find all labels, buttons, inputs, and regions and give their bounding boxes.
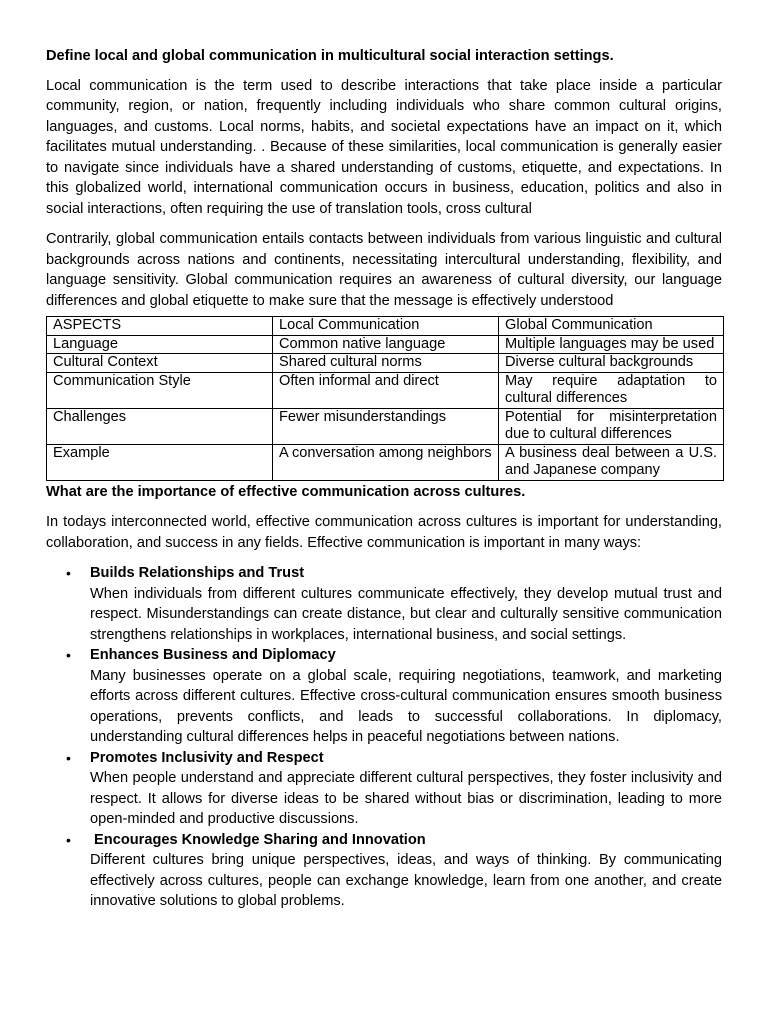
paragraph-local-communication: Local communication is the term used to describe interactions that take place inside a particular community, region, or nation, frequently including individuals who share common cultural origins, languages, and customs. Local norms, habits, and societal expectations have an impact on it, which facilitates mutual understanding. . Because of these similarities, local communication is generally easier to navigate since individuals have a shared understanding of customs, etiquette, and expectations. In this globalized world, international communication occurs in business, education, politics and also in social interactions, often requiring the use of translation tools, cross cultural: [46, 77, 722, 217]
bullet-icon: •: [66, 647, 71, 663]
list-item: [46, 830, 722, 912]
table-header-cell: Local Communication: [273, 317, 499, 336]
list-item-title: Builds Relationships and Trust: [90, 565, 305, 581]
table-cell: May require adaptation to cultural differences: [499, 372, 724, 408]
list-item: [46, 645, 722, 748]
list-item-title: Enhances Business and Diplomacy: [90, 647, 336, 663]
table-cell: Communication Style: [47, 372, 273, 408]
table-cell: Diverse cultural backgrounds: [499, 354, 724, 373]
list-item-body: When individuals from different cultures communicate effectively, they develop mutual trust and respect. Misunderstandings can create distance, but clear and culturally sensitive communication strengthens relationships in workplaces, international business, and social settings.: [90, 585, 722, 643]
importance-list: [46, 563, 722, 912]
list-item-title: Promotes Inclusivity and Respect: [90, 749, 324, 766]
list-item: [46, 563, 722, 645]
table-cell: A conversation among neighbors: [273, 444, 499, 480]
bullet-icon: •: [66, 831, 71, 848]
table-row: [47, 408, 724, 444]
table-cell: Multiple languages may be used: [499, 335, 724, 354]
list-item: [46, 748, 722, 830]
comparison-table: [46, 316, 724, 481]
list-item-title: Encourages Knowledge Sharing and Innovation: [90, 831, 426, 848]
table-header-cell: ASPECTS: [47, 317, 273, 336]
table-cell: Shared cultural norms: [273, 354, 499, 373]
paragraph-global-communication: Contrarily, global communication entails contacts between individuals from various linguistic and cultural backgrounds across nations and continents, necessitating intercultural understanding, flexibility, and language sensitivity. Global communication requires an awareness of cultural diversity, our language differences and global etiquette to make sure that the message is effectively understood: [46, 231, 722, 309]
table-cell: Challenges: [47, 408, 273, 444]
table-row: [47, 444, 724, 480]
bullet-icon: •: [66, 565, 71, 581]
table-row: [47, 372, 724, 408]
table-row: [47, 335, 724, 354]
table-cell: Language: [47, 335, 273, 354]
table-cell: Common native language: [273, 335, 499, 354]
table-cell: Often informal and direct: [273, 372, 499, 408]
table-cell: Fewer misunderstandings: [273, 408, 499, 444]
table-header-cell: Global Communication: [499, 317, 724, 336]
table-header-row: [47, 317, 724, 336]
paragraph-importance-intro: In todays interconnected world, effective communication across cultures is important for understanding, collaboration, and success in any fields. Effective communication is important in many ways:: [46, 514, 722, 551]
list-item-body: Different cultures bring unique perspectives, ideas, and ways of thinking. By communicating effectively across cultures, people can exchange knowledge, learn from one another, and create innovative solutions to global problems.: [90, 852, 722, 909]
table-cell: Cultural Context: [47, 354, 273, 373]
table-cell: Example: [47, 444, 273, 480]
section-heading-importance: What are the importance of effective communication across cultures.: [46, 483, 526, 500]
table-cell: A business deal between a U.S. and Japanese company: [499, 444, 724, 480]
section-heading-definitions: Define local and global communication in multicultural social interaction settings.: [46, 48, 614, 64]
list-item-body: Many businesses operate on a global scale, requiring negotiations, teamwork, and marketing efforts across different cultures. Effective cross-cultural communication ensures smooth business operations, prevents conflicts, and leads to successful collaborations. In diplomacy, understanding cultural differences helps in peaceful negotiations between nations.: [90, 667, 722, 745]
list-item-body: When people understand and appreciate different cultural perspectives, they foster inclusivity and respect. It allows for diverse ideas to be shared without bias or discrimination, leading to more open-minded and productive discussions.: [90, 770, 722, 827]
bullet-icon: •: [66, 749, 71, 766]
table-row: [47, 354, 724, 373]
table-cell: Potential for misinterpretation due to cultural differences: [499, 408, 724, 444]
